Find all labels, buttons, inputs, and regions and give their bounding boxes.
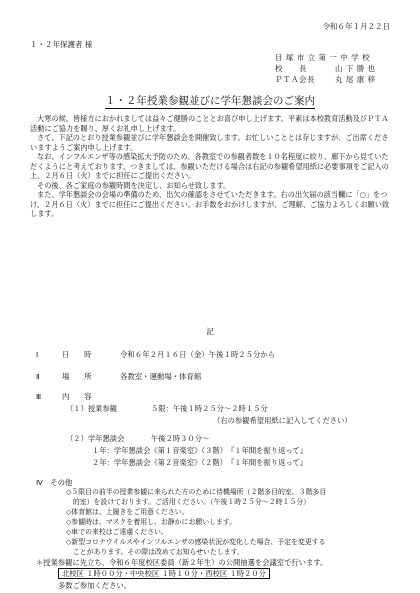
section-value: 令和６年２月１６日（金）午後１時２５分から — [120, 350, 276, 359]
body-paragraph: 大寒の候、皆様方におかれましては益々ご健勝のこととお喜び申し上げます。平素は本校教育活動及びＰＴＡ活動にご協力を賜り、厚くお礼申し上げます。 — [30, 114, 389, 133]
notice-title-text: １・２年授業参観並びに学年懇談会のご案内 — [105, 95, 315, 107]
section-number: Ⅱ — [36, 372, 40, 381]
item2-time: 午後２時３０分～ — [151, 434, 210, 443]
section-place — [36, 372, 201, 382]
recipient: １・２年保護者 様 — [30, 40, 93, 49]
pta-name: 丸 尾 康 移 — [335, 74, 376, 84]
item2-label: （２）学年懇談会 — [66, 434, 125, 443]
sender-principal — [275, 64, 376, 75]
section-label: 日 時 — [62, 350, 92, 359]
senders-block — [275, 53, 376, 86]
principal-name: 山 下 勝 也 — [335, 63, 376, 73]
item2-grade2: ２年：学年懇談会《第２音楽室》（２階） 『１年間を振り返って』 — [92, 458, 308, 467]
item1-note: （右の参観希望用紙に記入してください） — [213, 416, 352, 425]
footer-closing: 多数ご参加ください。 — [58, 581, 131, 590]
item1-time: ５限：午後１時２５分～２時１５分 — [151, 404, 268, 413]
section-content — [36, 392, 120, 402]
body-paragraph: また、学年懇談会の会場の準備のため、出欠の確認をさせていただきます。右の出欠届の該当欄に「○」をつけ、２月６日（火）までに担任にご提出ください。お手数をおかけしますが、ご理解、ご協力よろしくお願い致します。 — [30, 190, 390, 218]
pta-role: ＰＴＡ会長 — [275, 74, 315, 84]
section-number: Ⅲ — [36, 392, 42, 401]
other-item: ことがあります。その際は改めてお知らせいたします。 — [66, 548, 244, 556]
section-number: Ⅰ — [36, 350, 39, 359]
school-name: 目 塚 市 立 第 一 中 学 校 — [275, 53, 371, 62]
item2-grade1: １年：学年懇談会《第１音楽室》（３階） 『１年間を振り返って』 — [92, 446, 308, 455]
other-item: ◇車での来校はご遠慮ください。 — [66, 528, 168, 536]
other-item: ◇体育館は、上履きをご用意ください。 — [66, 508, 189, 516]
body-paragraph: その後、各ご家庭の参観時間を決定し、お知らせ致します。 — [37, 180, 231, 190]
sender-school — [275, 53, 376, 64]
body-paragraph: さて、下記のとおり授業参観並びに学年懇談会を開催致します。お忙しいこととは存じますが、ご出席くださいますようご案内申し上げます。 — [30, 133, 389, 152]
footer-schedule: 北校区 １時００分・中央校区 １時１０分・西校区 １時２０分 — [58, 568, 270, 579]
footer-note: ＊授業参観に先立ち、令和６年度校区委員（新２年生）の公開抽選を会議室で行います。 — [36, 558, 328, 567]
other-item: ◇参観時は、マスクを着用し、お静かにお願いします。 — [66, 518, 237, 526]
date: 令和６年１月２２日 — [322, 22, 390, 31]
section-value: 各教室・運動場・体育館 — [120, 372, 202, 381]
other-item: ◇５限目の前半の授業参観に来られた方のために待機場所（２階多目的室、３階多目 — [66, 488, 327, 496]
item1-label: （１）授業参観 — [66, 404, 118, 413]
section-label: 場 所 — [62, 372, 92, 381]
ki-heading: 記 — [206, 327, 214, 336]
other-item: 的室）を設けております。ご活用ください。（午後１時２５分～２時１５分） — [66, 498, 311, 506]
notice-body — [30, 114, 392, 219]
footer-schedule-box — [58, 569, 270, 579]
other-item: ◇新型コロナウイルスやインフルエンザの感染状況が変化した場合、予定を変更する — [66, 538, 326, 546]
sender-pta — [275, 75, 376, 86]
section-date — [36, 350, 275, 360]
body-paragraph: なお、インフルエンザ等の感染拡大予防のため、各教室での参観者数を１０名程度に絞り、廊下から見ていただくようにと考えております。つきましては、参観いただける場合は右記の参観希望用紙に必要事項をご記入の上、２月６日（火）までに担任にご提出ください。 — [30, 152, 389, 180]
section-other-heading: Ⅳ その他 — [36, 478, 73, 487]
principal-role: 校 長 — [275, 63, 307, 73]
notice-title — [0, 95, 420, 109]
section-label: 内 容 — [62, 392, 92, 401]
